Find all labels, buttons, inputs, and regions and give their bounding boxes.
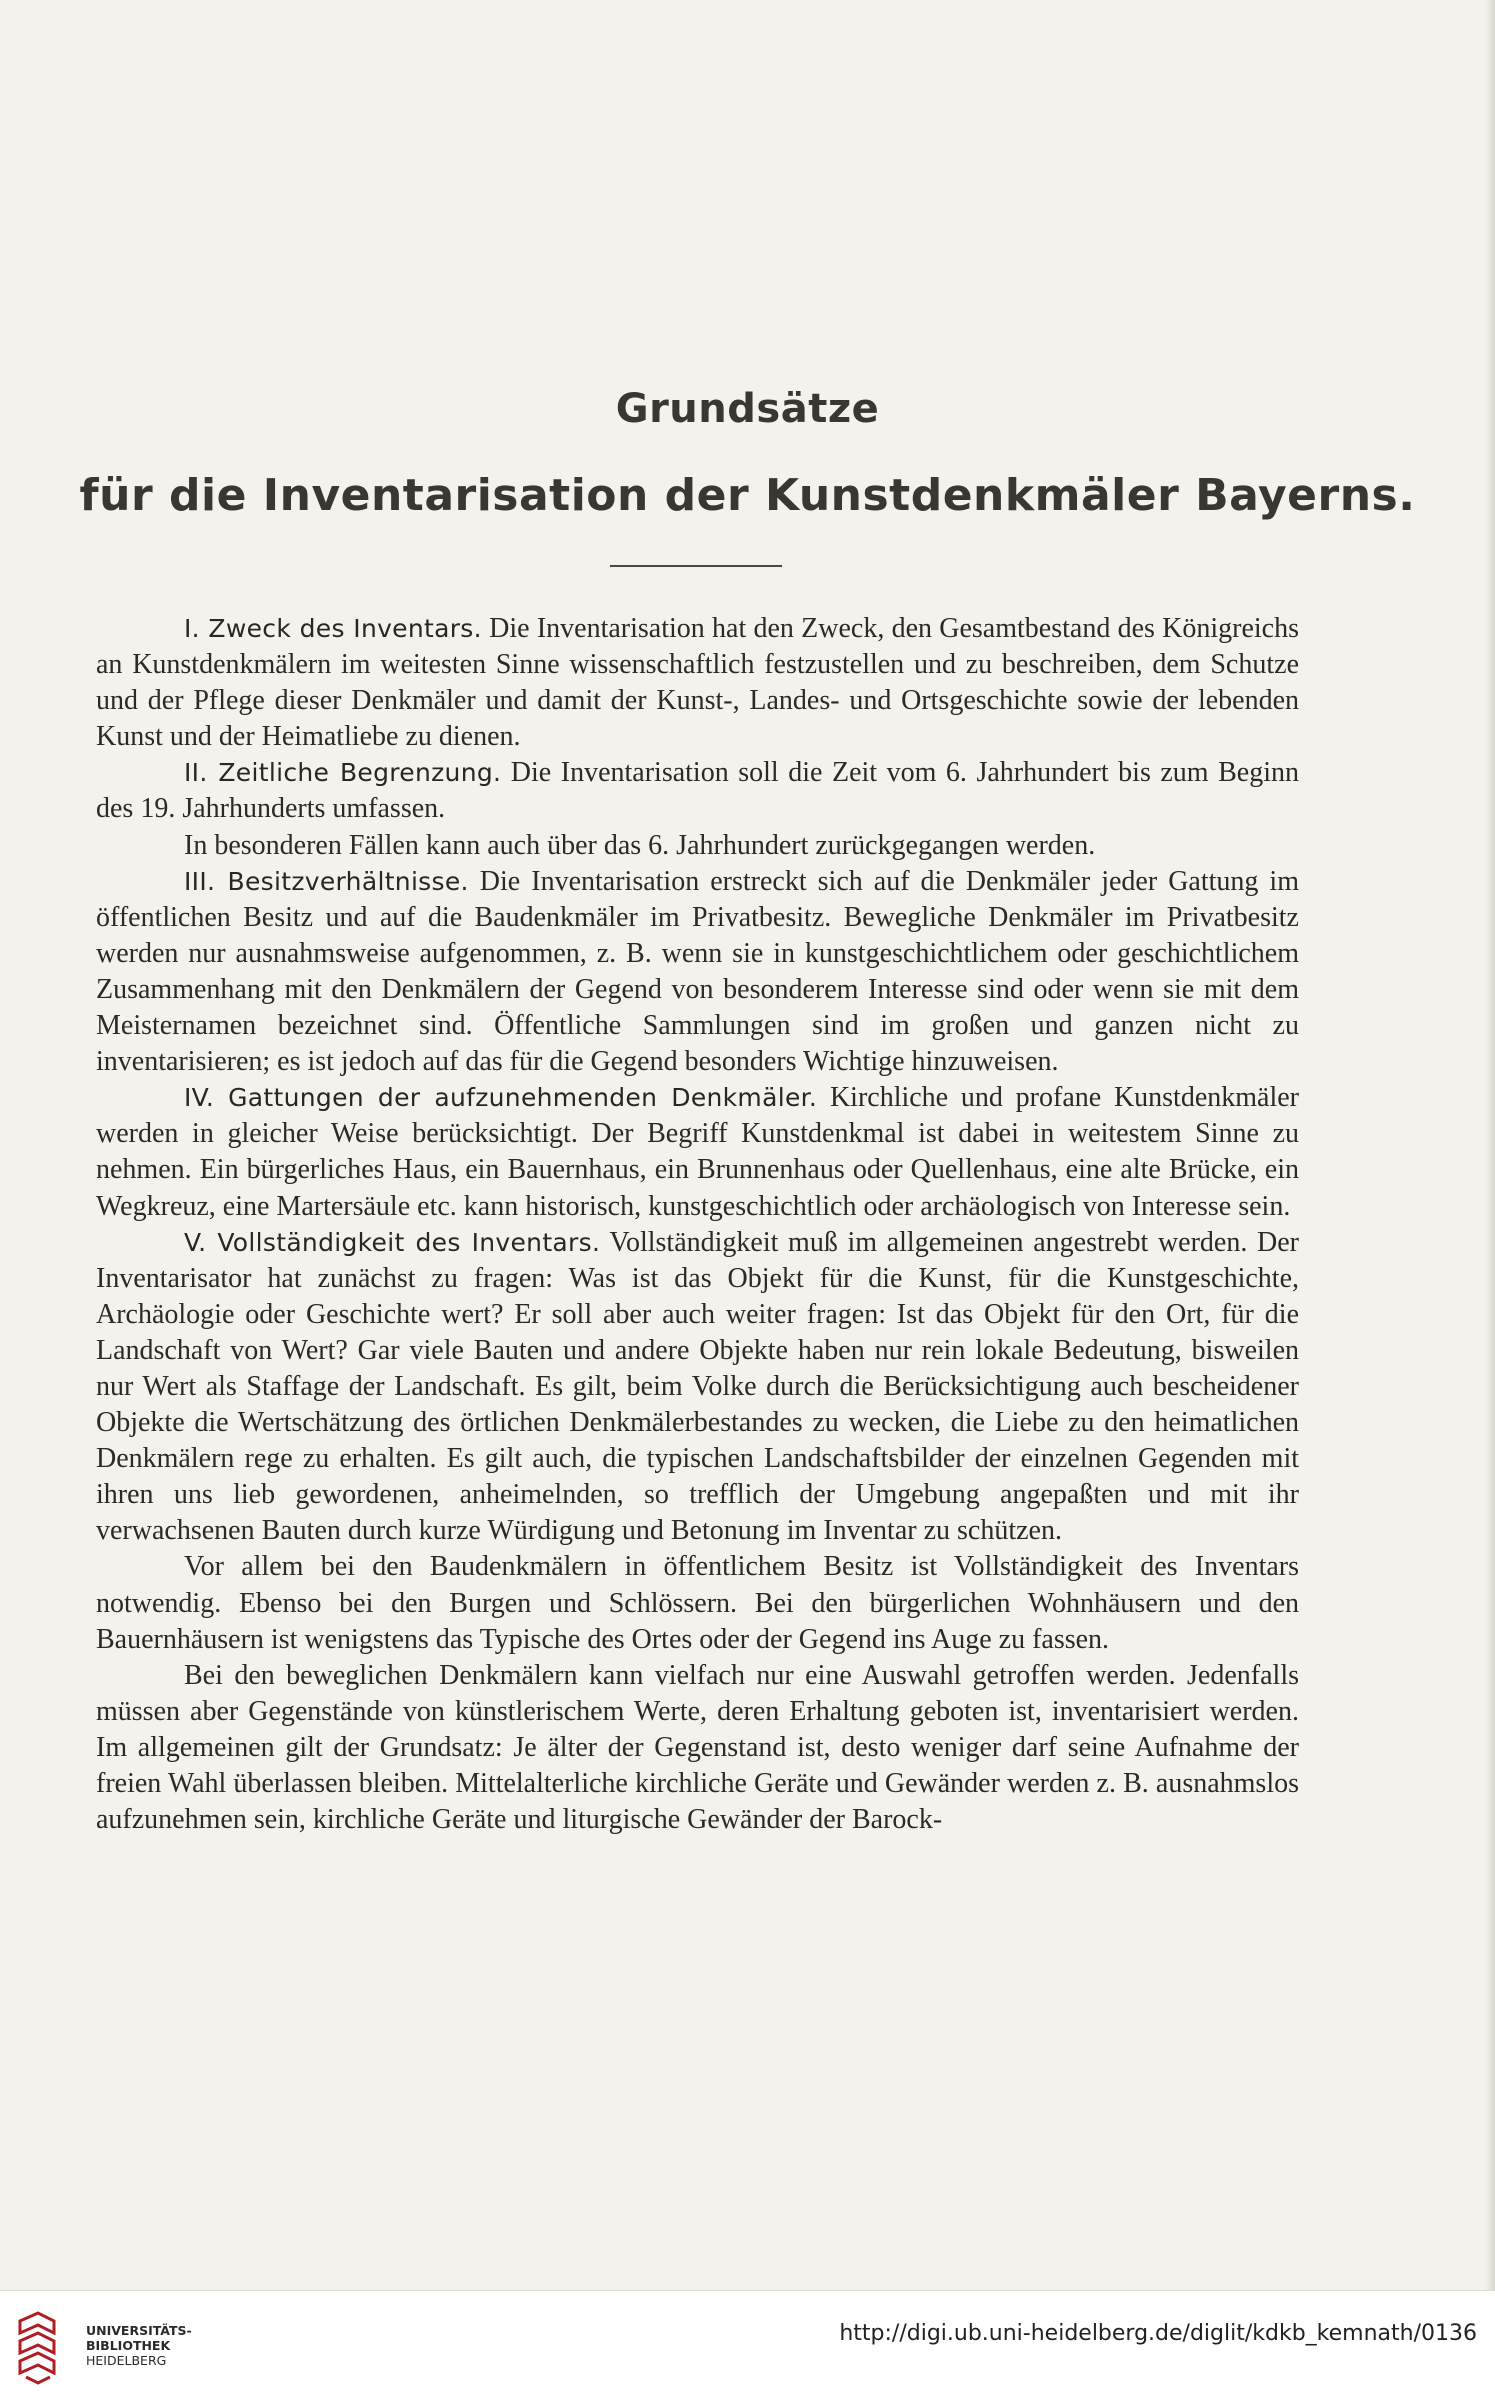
paragraph-text: Vollständigkeit muß im allgemeinen angestrebt werden. Der Inventarisator hat zunächst zu fragen: Was ist das Objekt für die Kunst, für die Kunstgeschichte, Archäologie oder Geschichte wert? Er soll aber auch weiter fragen: Ist das Objekt für den Ort, für die Landschaft von Wert? Gar viele Bauten und andere Objekte haben nur rein lokale Bedeutung, bisweilen nur Wert als Staffage der Landschaft. Es gilt, beim Volke durch die Berücksichtigung auch bescheidener Objekte die Wertschätzung des örtlichen Denkmälerbestandes zu wecken, die Liebe zu den heimatlichen Denkmälern rege zu erhalten. Es gilt auch, die typischen Landschaftsbilder der einzelnen Gegenden mit ihren uns lieb gewordenen, anheimelnden, so trefflich der Umgebung angepaßten und mit ihr verwachsenen Bauten durch kurze Würdigung und Betonung im Inventar zu schützen. xyxy=(96,1226,1299,1547)
section-heading: I. Zweck des Inventars. xyxy=(184,614,482,643)
library-name-line-2: BIBLIOTHEK xyxy=(86,2338,171,2353)
library-name-line-3: HEIDELBERG xyxy=(86,2353,167,2368)
paragraph-text: Die Inventarisation soll die Zeit vom 6. Jahrhundert bis zum Beginn des 19. Jahrhunderts umfassen. xyxy=(96,757,1299,825)
paragraph-text: Kirchliche und profane Kunstdenkmäler werden in gleicher Weise berücksichtigt. Der Begriff Kunstdenkmal ist dabei in weitestem Sinne zu nehmen. Ein bürgerliches Haus, ein Bauernhaus, ein Brunnenhaus oder Quellenhaus, eine alte Brücke, ein Wegkreuz, eine Martersäule etc. kann historisch, kunstgeschichtlich oder archäologisch von Interesse sein. xyxy=(96,1082,1300,1222)
title-line-2: für die Inventarisation der Kunstdenkmäler Bayerns. xyxy=(79,470,1416,521)
section-heading: IV. Gattungen der aufzunehmenden Denkmäler. xyxy=(184,1083,818,1113)
viewer-footer xyxy=(0,2290,1495,2404)
library-name-line-1: UNIVERSITÄTS- xyxy=(86,2323,192,2338)
section-heading: V. Vollständigkeit des Inventars. xyxy=(184,1227,601,1257)
document-body xyxy=(96,611,1299,1838)
library-name xyxy=(86,2323,192,2368)
paragraph-4 xyxy=(96,864,1299,1081)
title-line-1: Grundsätze xyxy=(615,386,880,432)
paragraph-1 xyxy=(96,611,1299,755)
permalink-url[interactable]: http://digi.ub.uni-heidelberg.de/diglit/kdkb_kemnath/0136 xyxy=(839,2321,1477,2346)
paragraph-text: Die Inventarisation hat den Zweck, den Gesamtbestand des Königreichs an Kunstdenkmälern im weitesten Sinne wissenschaftlich festzustellen und zu beschreiben, dem Schutze und der Pflege dieser Denkmäler und damit der Kunst-, Landes- und Ortsgeschichte sowie der lebenden Kunst und der Heimatliebe zu dienen. xyxy=(96,613,1300,753)
section-heading: III. Besitzverhältnisse. xyxy=(184,866,469,896)
paragraph-2 xyxy=(96,755,1299,827)
paragraph-text: Vor allem bei den Baudenkmälern in öffentlichem Besitz ist Vollständigkeit des Inventars notwendig. Ebenso bei den Burgen und Schlössern. Bei den bürgerlichen Wohnhäusern und den Bauernhäusern ist wenigstens das Typische des Ortes oder der Gegend ins Auge zu fassen. xyxy=(96,1551,1299,1655)
title-divider xyxy=(610,565,782,567)
paragraph-3 xyxy=(96,828,1299,864)
paragraph-text: In besonderen Fällen kann auch über das 6. Jahrhundert zurückgegangen werden. xyxy=(184,829,1096,861)
paragraph-7 xyxy=(96,1549,1299,1657)
paragraph-6 xyxy=(96,1225,1299,1550)
section-heading: II. Zeitliche Begrenzung. xyxy=(184,758,502,788)
library-logo-icon[interactable] xyxy=(14,2311,60,2385)
paragraph-5 xyxy=(96,1080,1299,1224)
paragraph-text: Die Inventarisation erstreckt sich auf die Denkmäler jeder Gattung im öffentlichen Besitz und auf die Baudenkmäler im Privatbesitz. Bewegliche Denkmäler im Privatbesitz werden nur ausnahmsweise aufgenommen, z. B. wenn sie in kunstgeschichtlichem oder geschichtlichem Zusammenhang mit den Denkmälern der Gegend von besonderem Interesse sind oder wenn sie mit dem Meisternamen bezeichnet sind. Öffentliche Sammlungen sind im großen und ganzen nicht zu inventarisieren; es ist jedoch auf das für die Gegend besonders Wichtige hinzuweisen. xyxy=(96,865,1299,1078)
paragraph-text: Bei den beweglichen Denkmälern kann vielfach nur eine Auswahl getroffen werden. Jedenfalls müssen aber Gegenstände von künstlerischem Werte, deren Erhaltung geboten ist, inventarisiert werden. Im allgemeinen gilt der Grundsatz: Je älter der Gegenstand ist, desto weniger darf seine Aufnahme der freien Wahl überlassen bleiben. Mittelalterliche kirchliche Geräte und Gewänder werden z. B. ausnahmslos aufzunehmen sein, kirchliche Geräte und liturgische Gewänder der Barock- xyxy=(96,1659,1299,1836)
paragraph-8 xyxy=(96,1658,1299,1838)
